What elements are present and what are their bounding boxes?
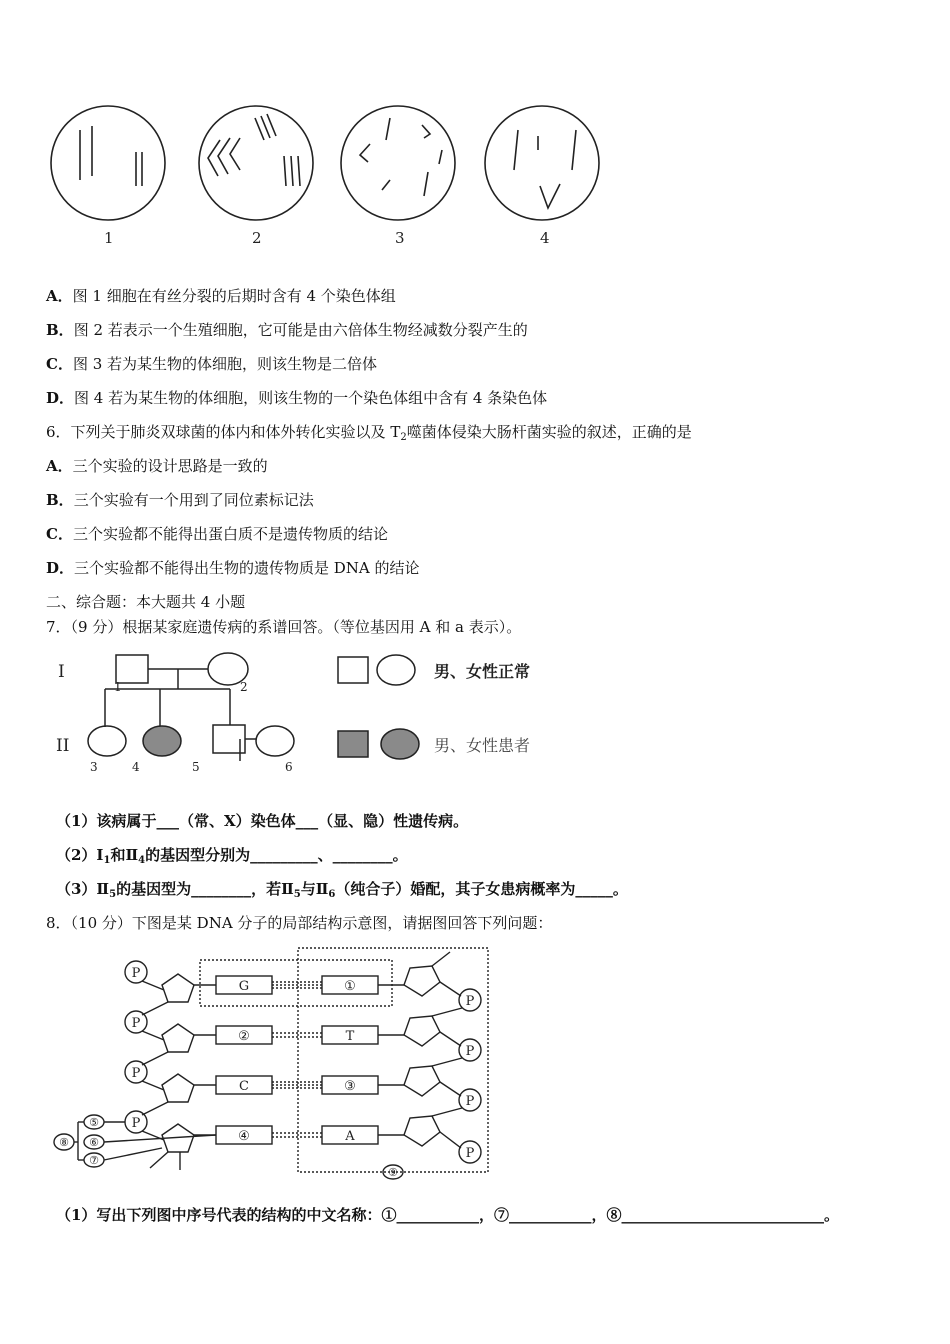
- q6-option-b[interactable]: B．三个实验有一个用到了同位素标记法: [46, 491, 314, 509]
- pedigree-ii6: [256, 726, 294, 756]
- cell-label: 3: [395, 229, 405, 247]
- phosphate-label: P: [131, 1066, 141, 1081]
- cell-2: [199, 106, 313, 220]
- cell-label: 4: [540, 229, 550, 247]
- phosphate-label: P: [465, 1044, 475, 1059]
- dashed-box-pair: [200, 960, 392, 1006]
- base-label: T: [345, 1029, 355, 1044]
- legend-affected-female: [381, 729, 419, 759]
- pedigree-ii4: [143, 726, 181, 756]
- pedigree-svg: [50, 645, 570, 780]
- label-6: ⑥: [89, 1136, 99, 1149]
- pedigree-ii3: [88, 726, 126, 756]
- gen-i-label: I: [58, 662, 65, 682]
- phosphate-label: P: [465, 994, 475, 1009]
- pedigree-id: 3: [90, 760, 98, 774]
- base-label: A: [345, 1129, 355, 1144]
- phosphate-label: P: [465, 1146, 475, 1161]
- base-label: ①: [344, 979, 356, 994]
- base-label: C: [239, 1079, 249, 1094]
- q7-sub2: $(2)Ⅰ_1$和$Ⅱ_4$的基因型分别为_________、________。: [56, 846, 408, 866]
- cell-4: [485, 106, 599, 220]
- dashed-box-9: [298, 948, 488, 1172]
- q7-sub3: $(3)Ⅱ_5$的基因型为________，若$Ⅱ_5$与$Ⅱ_6$（纯合子）婚配，其子女患病概率为_____。: [56, 880, 628, 900]
- base-label: G: [238, 979, 250, 994]
- legend-normal-male: [338, 657, 368, 683]
- cell-figure-svg: [50, 100, 610, 250]
- phosphate-label: P: [465, 1094, 475, 1109]
- base-label: ②: [238, 1029, 250, 1044]
- dna-figure: [50, 940, 510, 1184]
- pedigree-figure: [50, 645, 570, 784]
- pedigree-id: 5: [192, 760, 200, 774]
- legend-normal-female: [377, 655, 415, 685]
- label-5: ⑤: [89, 1116, 99, 1129]
- cell-1: [51, 106, 165, 220]
- phosphate-label: P: [131, 966, 141, 981]
- pedigree-i1: [116, 655, 148, 683]
- label-9: ⑨: [388, 1166, 398, 1179]
- legend-affected-label: 男、女性患者: [434, 736, 531, 755]
- cell-label: 1: [104, 229, 114, 247]
- base-label: ③: [344, 1079, 356, 1094]
- q5-option-d[interactable]: D．图 4 若为某生物的体细胞，则该生物的一个染色体组中含有 4 条染色体: [46, 389, 548, 407]
- cell-figure: [50, 100, 610, 254]
- cell-label: 2: [252, 229, 262, 247]
- pedigree-id: 2: [240, 680, 248, 694]
- q8-stem: 8．（10 分）下图是某 DNA 分子的局部结构示意图，请据图回答下列问题：: [46, 914, 553, 932]
- q7-stem: 7．（9 分）根据某家庭遗传病的系谱回答。（等位基因用 A 和 a 表示）。: [46, 618, 522, 636]
- q5-option-c[interactable]: C．图 3 若为某生物的体细胞，则该生物是二倍体: [46, 355, 378, 373]
- label-7: ⑦: [89, 1154, 99, 1167]
- q5-option-b[interactable]: B．图 2 若表示一个生殖细胞，它可能是由六倍体生物经减数分裂产生的: [46, 321, 528, 339]
- q6-option-c[interactable]: C．三个实验都不能得出蛋白质不是遗传物质的结论: [46, 525, 388, 543]
- legend-affected-male: [338, 731, 368, 757]
- base-label: ④: [238, 1129, 250, 1144]
- q6-stem: 6．下列关于肺炎双球菌的体内和体外转化实验以及 $T_2$噬菌体侵染大肠杆菌实验的叙述，正确的是: [46, 423, 692, 443]
- q5-option-a[interactable]: A．图 1 细胞在有丝分裂的后期时含有 4 个染色体组: [46, 287, 396, 305]
- q8-sub1: （1）写出下列图中序号代表的结构的中文名称：①___________，⑦___________，⑧___________________________。: [56, 1206, 839, 1224]
- pedigree-id: 4: [132, 760, 140, 774]
- cell-3: [341, 106, 455, 220]
- q6-option-a[interactable]: A．三个实验的设计思路是一致的: [46, 457, 268, 475]
- label-8: ⑧: [59, 1136, 69, 1149]
- gen-ii-label: II: [56, 736, 70, 756]
- q6-option-d[interactable]: D．三个实验都不能得出生物的遗传物质是 DNA 的结论: [46, 559, 420, 577]
- dna-svg: [50, 940, 510, 1180]
- section-heading: 二、综合题：本大题共 4 小题: [46, 593, 246, 611]
- legend-normal-label: 男、女性正常: [434, 662, 531, 681]
- phosphate-label: P: [131, 1116, 141, 1131]
- phosphate-label: P: [131, 1016, 141, 1031]
- pedigree-id: 1: [114, 680, 122, 694]
- q7-sub1: （1）该病属于___（常、X）染色体___（显、隐）性遗传病。: [56, 812, 469, 830]
- pedigree-id: 6: [285, 760, 293, 774]
